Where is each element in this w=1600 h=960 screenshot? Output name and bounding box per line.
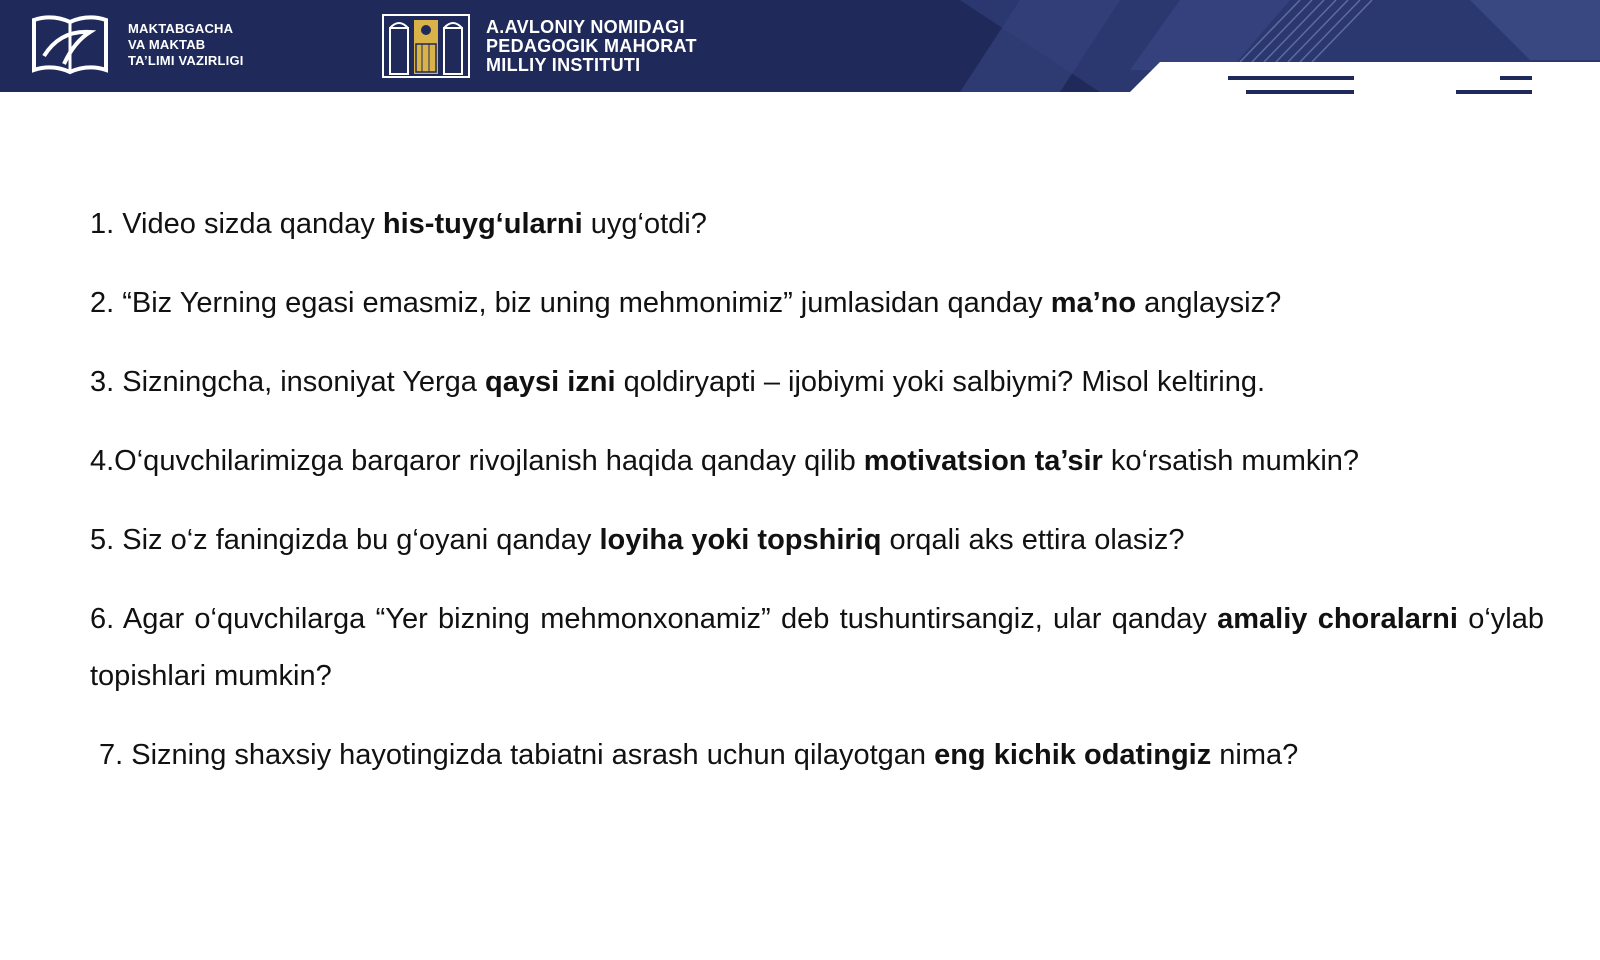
ministry-name-line: MAKTABGACHA bbox=[128, 21, 234, 36]
question-text: 4.O‘quvchilarimizga barqaror rivojlanish haqida qanday qilib bbox=[90, 445, 864, 477]
question-item bbox=[90, 512, 1544, 569]
institute-building-icon bbox=[382, 14, 470, 78]
question-item bbox=[90, 196, 1544, 253]
question-text: nima? bbox=[1211, 739, 1299, 771]
question-keyword: amaliy choralarni bbox=[1217, 603, 1458, 635]
decorative-bar bbox=[1456, 90, 1532, 94]
question-keyword: qaysi izni bbox=[485, 366, 616, 398]
question-text: 7. Sizning shaxsiy hayotingizda tabiatni asrash uchun qilayotgan bbox=[99, 739, 935, 771]
question-item bbox=[90, 591, 1544, 705]
question-text: uyg‘otdi? bbox=[582, 208, 707, 240]
open-book-logo-icon bbox=[30, 12, 110, 78]
question-keyword: loyiha yoki topshiriq bbox=[599, 524, 882, 556]
ministry-logo bbox=[30, 12, 244, 78]
question-text: anglaysiz? bbox=[1136, 287, 1282, 319]
question-keyword: eng kichik odatingiz bbox=[934, 739, 1212, 771]
question-text: 3. Sizningcha, insoniyat Yerga bbox=[90, 366, 485, 398]
question-text: 5. Siz o‘z faningizda bu g‘oyani qanday bbox=[90, 524, 600, 556]
question-text: 2. “Biz Yerning egasi emasmiz, biz uning mehmonimiz” jumlasidan qanday bbox=[90, 287, 1051, 319]
institute-name bbox=[486, 18, 697, 75]
decorative-bar bbox=[1500, 76, 1532, 80]
ministry-name bbox=[128, 21, 244, 69]
question-text: 1. Video sizda qanday bbox=[90, 208, 383, 240]
question-list bbox=[90, 196, 1544, 806]
question-keyword: his-tuyg‘ularni bbox=[382, 208, 583, 240]
institute-name-line: MILLIY INSTITUTI bbox=[486, 54, 641, 75]
institute-name-line: PEDAGOGIK MAHORAT bbox=[486, 35, 697, 56]
header-banner bbox=[0, 0, 1600, 92]
decorative-bar bbox=[1246, 90, 1354, 94]
question-item bbox=[90, 275, 1544, 332]
question-keyword: motivatsion ta’sir bbox=[863, 445, 1103, 477]
question-text: orqali aks ettira olasiz? bbox=[881, 524, 1185, 556]
question-text: qoldiryapti – ijobiymi yoki salbiymi? Misol keltiring. bbox=[615, 366, 1266, 398]
ministry-name-line: VA MAKTAB bbox=[128, 37, 206, 52]
institute-logo bbox=[382, 14, 697, 78]
question-keyword: ma’no bbox=[1050, 287, 1137, 319]
question-item bbox=[90, 727, 1544, 784]
ministry-name-line: TA’LIMI VAZIRLIGI bbox=[128, 53, 244, 68]
question-text: ko‘rsatish mumkin? bbox=[1102, 445, 1360, 477]
institute-name-line: A.AVLONIY NOMIDAGI bbox=[486, 16, 685, 37]
decorative-bar bbox=[1228, 76, 1354, 80]
question-text: o‘ylab topishlari mumkin? bbox=[90, 603, 1544, 692]
question-text: 6. Agar o‘quvchilarga “Yer bizning mehmonxonamiz” deb tushuntirsangiz, ular qanday bbox=[90, 603, 1218, 635]
question-item bbox=[90, 433, 1544, 490]
question-item bbox=[90, 354, 1544, 411]
